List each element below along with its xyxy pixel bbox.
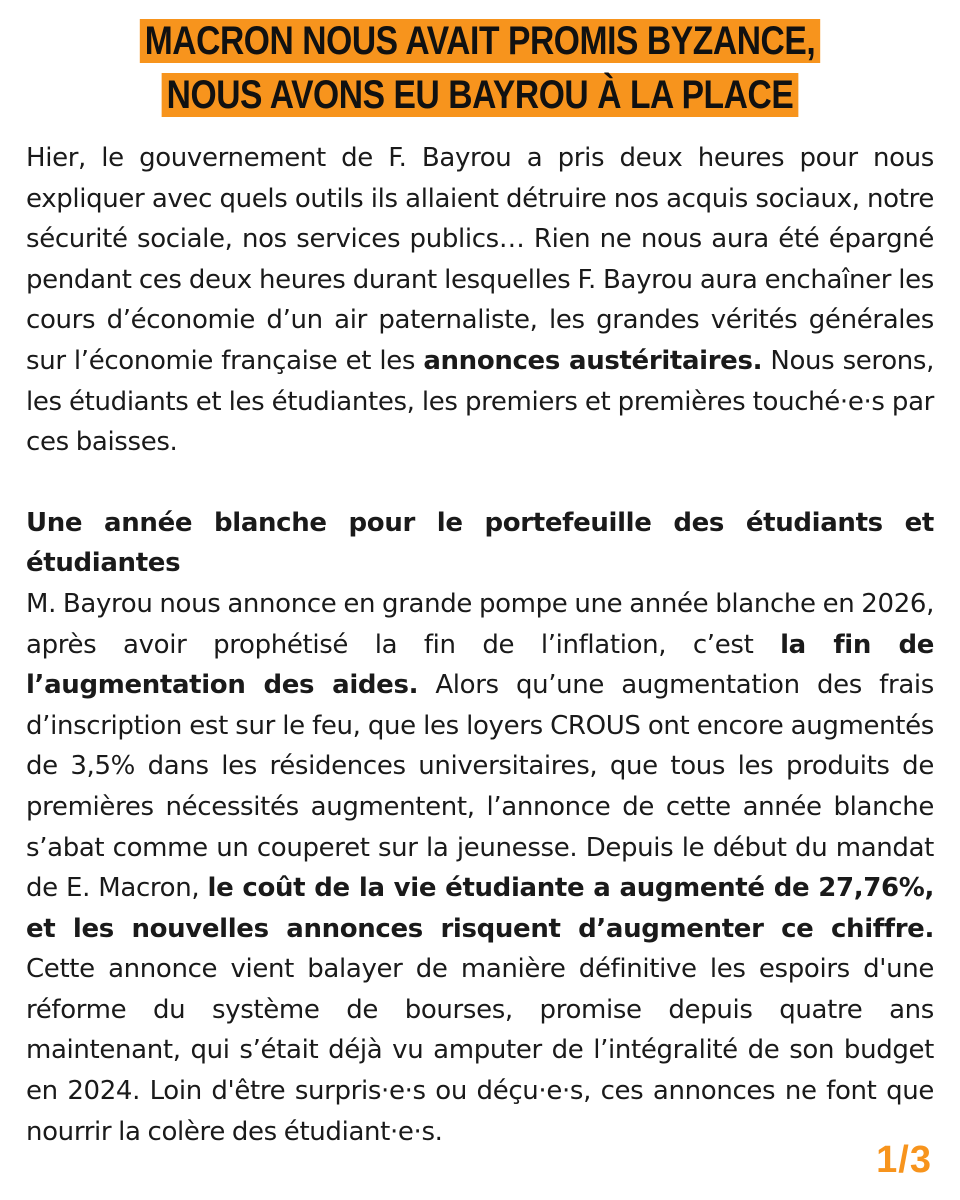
page-indicator: 1/3 — [876, 1139, 932, 1181]
section-bold-1: la fin de l’augmentation des aides. — [26, 629, 935, 701]
section-text-1: M. Bayrou nous annonce en grande pompe une année blanche en 2026, après avoir prophétisé la fin de l’inflation, c’est — [26, 588, 934, 660]
section-text-3: Cette annonce vient balayer de manière définitive les espoirs d'une réforme du système de bourses, promise depuis quatre ans maintenant, qui s’était déjà vu amputer de l’intégralité de son budget en 2024. Loin d'être surpris·e·s ou déçu·e·s, ces annonces ne font que nourrir la colère des étudiant·e·s. — [26, 954, 934, 1147]
section-paragraph — [26, 584, 934, 1152]
title-line-2: NOUS AVONS EU BAYROU À LA PLACE — [162, 73, 799, 117]
intro-bold-1: annonces austéritaires. — [423, 345, 763, 376]
intro-text-1: Hier, le gouvernement de F. Bayrou a pris deux heures pour nous expliquer avec quels outils ils allaient détruire nos acquis sociaux, notre sécurité sociale, nos services publics… Rien ne nous aura été épargné pendant ces deux heures durant lesquelles F. Bayrou aura enchaîner les cours d’économie d’un air paternaliste, les grandes vérités générales sur l’économie française et les — [26, 143, 934, 376]
title-line-1: MACRON NOUS AVAIT PROMIS BYZANCE, — [140, 19, 821, 63]
section-text-2: Alors qu’une augmentation des frais d’inscription est sur le feu, que les loyers CROUS ont encore augmentés de 3,5% dans les résidences universitaires, que tous les produits de premières nécessités augmentent, l’annonce de cette année blanche s’abat comme un couperet sur la jeunesse. Depuis le début du mandat de E. Macron, — [26, 670, 934, 904]
intro-text-2: Nous serons, les étudiants et les étudiantes, les premiers et premières touché·e·s par ces baisses. — [26, 345, 934, 458]
page-title — [99, 0, 862, 122]
section-bold-2: le coût de la vie étudiante a augmenté de 27,76%, et les nouvelles annonces risquent d’augmenter ce chiffre. — [26, 873, 935, 944]
section-heading: Une année blanche pour le portefeuille des étudiants et étudiantes — [26, 507, 934, 579]
intro-paragraph — [26, 138, 934, 463]
